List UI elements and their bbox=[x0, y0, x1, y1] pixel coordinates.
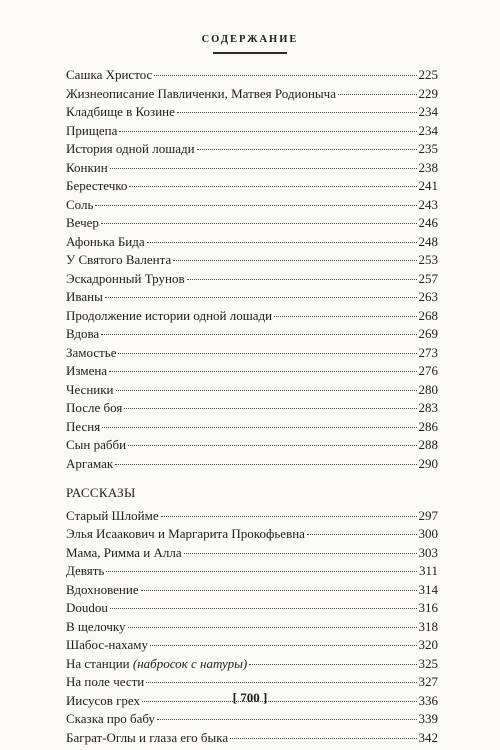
dot-leader bbox=[249, 664, 416, 665]
dot-leader bbox=[150, 645, 417, 646]
toc-entry-title bbox=[66, 251, 171, 270]
toc-entry bbox=[66, 636, 438, 655]
toc-entry-page: 297 bbox=[418, 507, 438, 523]
toc-entry-title-text: После боя bbox=[66, 400, 123, 415]
toc-entry-page: 342 bbox=[418, 729, 438, 745]
toc-entry-page: 238 bbox=[418, 159, 438, 175]
toc-entry-title-text: Прищепа bbox=[66, 122, 118, 138]
toc-entry-page: 248 bbox=[418, 233, 438, 249]
toc-entry-page: 263 bbox=[418, 289, 438, 304]
toc-entry bbox=[66, 140, 438, 159]
toc-entry-title-text: Афонька Бида bbox=[66, 233, 145, 249]
page-header: СОДЕРЖАНИЕ bbox=[201, 34, 299, 45]
dot-leader bbox=[161, 516, 417, 517]
toc-entry-page: 325 bbox=[418, 655, 438, 671]
toc-entry-page: 234 bbox=[418, 122, 438, 138]
toc-entry-page: 243 bbox=[418, 196, 438, 212]
toc-entry-title bbox=[66, 362, 107, 381]
toc-entry-page: 234 bbox=[418, 104, 438, 119]
toc-entry bbox=[66, 196, 438, 215]
toc-entry-title bbox=[66, 344, 116, 363]
toc-entry-title-text: Элья Исаакович и Маргарита Прокофьевна bbox=[66, 526, 305, 541]
toc-entry-page: 225 bbox=[418, 67, 438, 82]
toc-entry bbox=[66, 251, 438, 270]
toc-entry-title-text: Мама, Римма и Алла bbox=[66, 544, 182, 560]
toc-entry bbox=[66, 122, 438, 141]
dot-leader bbox=[187, 279, 417, 280]
toc-entry bbox=[66, 710, 438, 729]
toc-entry-title-text: Баграт-Оглы и глаза его быка bbox=[66, 729, 229, 745]
dot-leader bbox=[154, 75, 416, 76]
dot-leader bbox=[118, 353, 416, 354]
toc-entry-title-text: Вдова bbox=[66, 326, 100, 341]
toc-entry bbox=[66, 85, 438, 104]
dot-leader bbox=[109, 371, 416, 372]
toc-entry-title bbox=[66, 214, 99, 233]
toc-entry-title bbox=[66, 196, 93, 215]
toc-entry-page: 316 bbox=[418, 600, 438, 615]
toc-entry-title-text: Измена bbox=[66, 363, 108, 378]
toc-entry-title bbox=[66, 673, 144, 692]
toc-entry bbox=[66, 103, 438, 122]
toc-entry-title bbox=[66, 544, 182, 563]
toc-entry-title-text: Вдохновение bbox=[66, 581, 139, 597]
dot-leader bbox=[184, 553, 417, 554]
toc-entry-title-text: Соль bbox=[66, 196, 94, 212]
dot-leader bbox=[106, 571, 417, 572]
toc-entry-title bbox=[66, 507, 159, 526]
toc-entry bbox=[66, 618, 438, 637]
dot-leader bbox=[101, 223, 417, 224]
toc-entry bbox=[66, 270, 438, 289]
toc-entry bbox=[66, 159, 438, 178]
toc-entry-page: 320 bbox=[418, 637, 438, 652]
toc-entry-title-text: Чесники bbox=[66, 381, 114, 397]
toc-entry-title-text: Шабос-нахаму bbox=[66, 637, 148, 652]
toc-entry-title bbox=[66, 66, 152, 85]
toc-entry-title-text: Сказка про бабу bbox=[66, 711, 156, 726]
toc-entry-title-text: Вечер bbox=[66, 215, 99, 230]
toc-entry-page: 276 bbox=[418, 363, 438, 378]
dot-leader bbox=[115, 464, 416, 465]
toc-entry bbox=[66, 381, 438, 400]
toc-entry-title bbox=[66, 399, 122, 418]
toc-entry-title bbox=[66, 581, 139, 600]
toc-entry-title bbox=[66, 655, 247, 674]
toc-entry bbox=[66, 455, 438, 474]
toc-entry-title bbox=[66, 562, 104, 581]
toc-entry-title bbox=[66, 455, 113, 474]
dot-leader bbox=[173, 260, 416, 261]
toc-entry-page: 273 bbox=[418, 344, 438, 360]
toc-entry-title bbox=[66, 636, 148, 655]
toc-entry-title-text: Девять bbox=[66, 563, 105, 578]
toc-entry-title-text: Замостье bbox=[66, 344, 117, 360]
toc-entry-title bbox=[66, 618, 126, 637]
toc-entry-title bbox=[66, 307, 272, 326]
dot-leader bbox=[101, 334, 416, 335]
dot-leader bbox=[197, 149, 417, 150]
dot-leader bbox=[177, 112, 417, 113]
toc-entry bbox=[66, 214, 438, 233]
toc-entry bbox=[66, 344, 438, 363]
toc-entry bbox=[66, 233, 438, 252]
toc-entry-title-text: На станции bbox=[66, 655, 130, 671]
toc-entry bbox=[66, 325, 438, 344]
dot-leader bbox=[128, 445, 416, 446]
toc-entry-page: 257 bbox=[418, 270, 438, 286]
dot-leader bbox=[146, 682, 416, 683]
toc-entry-page: 283 bbox=[418, 400, 438, 415]
toc-entry bbox=[66, 399, 438, 418]
toc-entry-page: 339 bbox=[418, 711, 438, 726]
toc-entry bbox=[66, 525, 438, 544]
toc-entry-page: 286 bbox=[418, 418, 438, 434]
toc-entry bbox=[66, 307, 438, 326]
toc-entry-title bbox=[66, 288, 103, 307]
dot-leader bbox=[105, 297, 417, 298]
toc-entry-title bbox=[66, 436, 126, 455]
toc-entry-title bbox=[66, 159, 108, 178]
toc-entry bbox=[66, 562, 438, 581]
toc-entry-title bbox=[66, 710, 155, 729]
toc-entry-page: 241 bbox=[418, 178, 438, 193]
toc-entry-title bbox=[66, 325, 99, 344]
toc-entry-page: 314 bbox=[418, 581, 438, 597]
toc-part-1 bbox=[66, 66, 438, 473]
toc-entry-title-text: Продолжение истории одной лошади bbox=[66, 307, 273, 323]
dot-leader bbox=[116, 390, 417, 391]
table-of-contents bbox=[66, 66, 438, 747]
toc-entry-page: 268 bbox=[418, 307, 438, 323]
toc-entry-title bbox=[66, 525, 305, 544]
toc-entry bbox=[66, 436, 438, 455]
toc-entry-title-text: Иваны bbox=[66, 289, 103, 304]
toc-part-2 bbox=[66, 507, 438, 748]
toc-entry-title bbox=[66, 140, 195, 159]
toc-entry-page: 288 bbox=[418, 437, 438, 452]
dot-leader bbox=[119, 131, 416, 132]
toc-entry-title bbox=[66, 381, 114, 400]
dot-leader bbox=[129, 186, 416, 187]
toc-entry bbox=[66, 507, 438, 526]
dot-leader bbox=[338, 94, 417, 95]
toc-entry-page: 336 bbox=[418, 692, 438, 708]
toc-entry bbox=[66, 66, 438, 85]
toc-entry-title-text: Песня bbox=[66, 418, 101, 434]
toc-entry-page: 303 bbox=[418, 544, 438, 560]
section-heading: РАССКАЗЫ bbox=[66, 485, 136, 500]
dot-leader bbox=[141, 590, 417, 591]
toc-entry-title-text: У Святого Валента bbox=[66, 252, 172, 267]
toc-entry-title-text: Аргамак bbox=[66, 455, 114, 471]
page-number: [ 700 ] bbox=[232, 690, 268, 705]
toc-entry bbox=[66, 581, 438, 600]
toc-entry-page: 235 bbox=[418, 141, 438, 156]
toc-entry-title bbox=[66, 122, 117, 141]
header-rule bbox=[213, 52, 287, 54]
toc-entry-page: 311 bbox=[418, 563, 438, 578]
dot-leader bbox=[110, 608, 417, 609]
toc-entry-title bbox=[66, 177, 127, 196]
toc-entry-title bbox=[66, 85, 336, 104]
toc-entry-title-text: Старый Шлойме bbox=[66, 507, 159, 523]
toc-entry-title-text: Иисусов грех bbox=[66, 692, 141, 708]
toc-entry-page: 318 bbox=[418, 618, 438, 634]
toc-entry-title-text: Жизнеописание Павличенки, Матвея Родионыча bbox=[66, 85, 336, 101]
toc-entry-page: 229 bbox=[418, 85, 438, 101]
dot-leader bbox=[124, 408, 416, 409]
toc-entry-title-text: Doudou bbox=[66, 600, 108, 615]
dot-leader bbox=[128, 627, 417, 628]
toc-entry-title-text: Сашка Христос bbox=[66, 67, 153, 82]
toc-entry-page: 253 bbox=[418, 252, 438, 267]
dot-leader bbox=[230, 738, 416, 739]
toc-entry-title bbox=[66, 103, 175, 122]
toc-entry-subtitle: (набросок с натуры) bbox=[132, 655, 248, 671]
toc-entry bbox=[66, 362, 438, 381]
toc-entry-page: 269 bbox=[418, 326, 438, 341]
toc-entry-title-text: Кладбище в Козине bbox=[66, 104, 175, 119]
toc-entry-title-text: Сын рабби bbox=[66, 437, 127, 452]
toc-entry bbox=[66, 544, 438, 563]
toc-entry-page: 327 bbox=[418, 674, 438, 689]
toc-entry bbox=[66, 288, 438, 307]
toc-entry-title-text: История одной лошади bbox=[66, 141, 195, 156]
toc-entry bbox=[66, 729, 438, 748]
toc-entry-page: 290 bbox=[418, 455, 438, 471]
toc-entry-page: 300 bbox=[418, 526, 438, 541]
dot-leader bbox=[110, 168, 417, 169]
toc-entry-title-text: На поле чести bbox=[66, 674, 145, 689]
toc-entry-title bbox=[66, 729, 228, 748]
dot-leader bbox=[157, 719, 416, 720]
dot-leader bbox=[147, 242, 417, 243]
dot-leader bbox=[102, 427, 416, 428]
toc-entry-title-text: В щелочку bbox=[66, 618, 126, 634]
toc-entry-title bbox=[66, 599, 108, 618]
toc-entry bbox=[66, 655, 438, 674]
toc-entry-title-text: Берестечко bbox=[66, 178, 128, 193]
toc-entry bbox=[66, 418, 438, 437]
toc-entry-page: 246 bbox=[418, 215, 438, 230]
toc-entry bbox=[66, 177, 438, 196]
toc-entry-title-text: Конкин bbox=[66, 159, 108, 175]
toc-entry-title bbox=[66, 270, 185, 289]
dot-leader bbox=[307, 534, 417, 535]
toc-entry bbox=[66, 673, 438, 692]
dot-leader bbox=[95, 205, 416, 206]
toc-entry-page: 280 bbox=[418, 381, 438, 397]
dot-leader bbox=[274, 316, 416, 317]
toc-entry-title bbox=[66, 233, 145, 252]
toc-entry bbox=[66, 599, 438, 618]
toc-entry-title bbox=[66, 418, 100, 437]
toc-entry-title-text: Эскадронный Трунов bbox=[66, 270, 185, 286]
